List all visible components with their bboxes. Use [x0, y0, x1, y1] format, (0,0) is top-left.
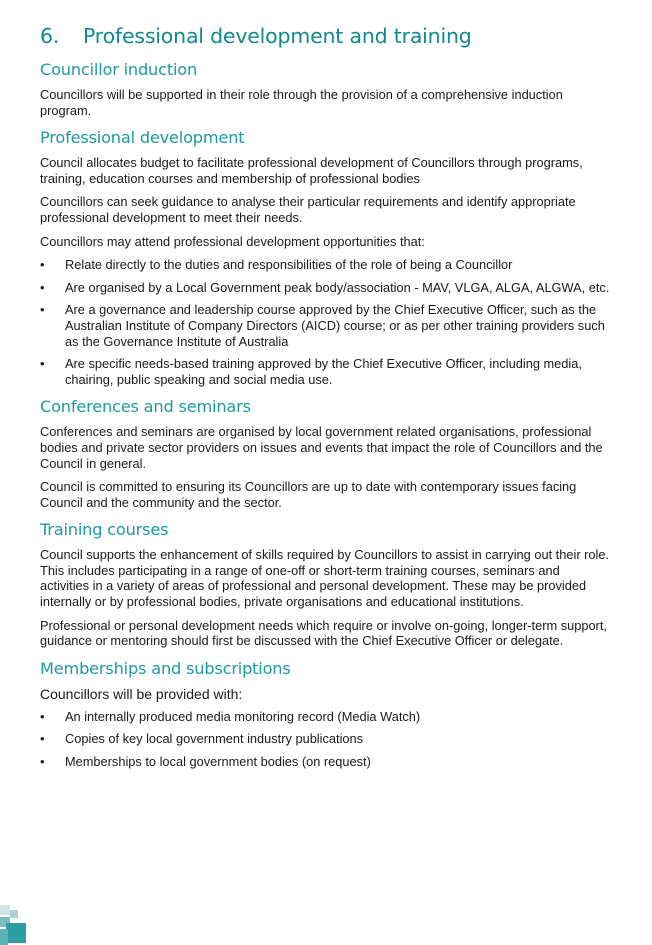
bullet-list [40, 709, 612, 770]
decorative-squares-icon [0, 905, 40, 945]
section-councillor-induction [40, 60, 612, 118]
document-page [40, 24, 612, 780]
paragraph: Council supports the enhancement of skills required by Councillors to assist in carrying out their role. This includes participating in a range of one-off or short-term training courses, seminars and activities in a variety of areas of professional and personal development. These may be provided internally or by professional bodies, private organisations and educational institutions. [40, 547, 610, 610]
section-number: 6. [40, 24, 60, 48]
list-item: • Are specific needs-based training approved by the Chief Executive Officer, including media, chairing, public speaking and social media use. [40, 356, 612, 387]
list-item: • Are organised by a Local Government peak body/association - MAV, VLGA, ALGA, ALGWA, etc. [40, 280, 612, 296]
paragraph: Council allocates budget to facilitate professional development of Councillors through programs, training, education courses and membership of professional bodies [40, 155, 583, 186]
paragraph: Council is committed to ensuring its Councillors are up to date with contemporary issues facing Council and the community and the sector. [40, 479, 577, 510]
subheading-professional-development: Professional development [40, 128, 245, 148]
section-training-courses [40, 520, 612, 649]
bullet-list [40, 257, 612, 387]
paragraph: Conferences and seminars are organised by local government related organisations, professional bodies and private sector providers on issues and events that impact the role of Councillors and the Council in general. [40, 424, 603, 471]
paragraph: Councillors will be provided with: [40, 685, 243, 702]
list-item: • Copies of key local government industry publications [40, 731, 612, 747]
paragraph: Councillors can seek guidance to analyse their particular requirements and identify appropriate professional development to meet their needs. [40, 194, 576, 225]
section-memberships-subscriptions [40, 659, 612, 770]
section-professional-development [40, 128, 612, 387]
section-heading [40, 24, 612, 48]
section-title: Professional development and training [83, 24, 472, 48]
subheading-memberships-subscriptions: Memberships and subscriptions [40, 658, 291, 678]
subheading-training-courses: Training courses [40, 520, 169, 540]
paragraph: Councillors may attend professional development opportunities that: [40, 233, 425, 249]
paragraph: Professional or personal development needs which require or involve on-going, longer-term support, guidance or mentoring should first be discussed with the Chief Executive Officer or delegate. [40, 617, 607, 649]
list-item: • Are a governance and leadership course approved by the Chief Executive Officer, such as the Australian Institute of Company Directors (AICD) course; or as per other training providers such as the Governance Institute of Australia [40, 302, 612, 349]
list-item: • Relate directly to the duties and responsibilities of the role of being a Councillor [40, 257, 612, 273]
subheading-conferences-seminars: Conferences and seminars [40, 397, 251, 417]
subheading-councillor-induction: Councillor induction [40, 60, 198, 79]
paragraph: Councillors will be supported in their role through the provision of a comprehensive induction program. [40, 87, 563, 118]
section-conferences-seminars [40, 397, 612, 510]
list-item: • An internally produced media monitoring record (Media Watch) [40, 709, 612, 725]
list-item: • Memberships to local government bodies (on request) [40, 754, 612, 770]
